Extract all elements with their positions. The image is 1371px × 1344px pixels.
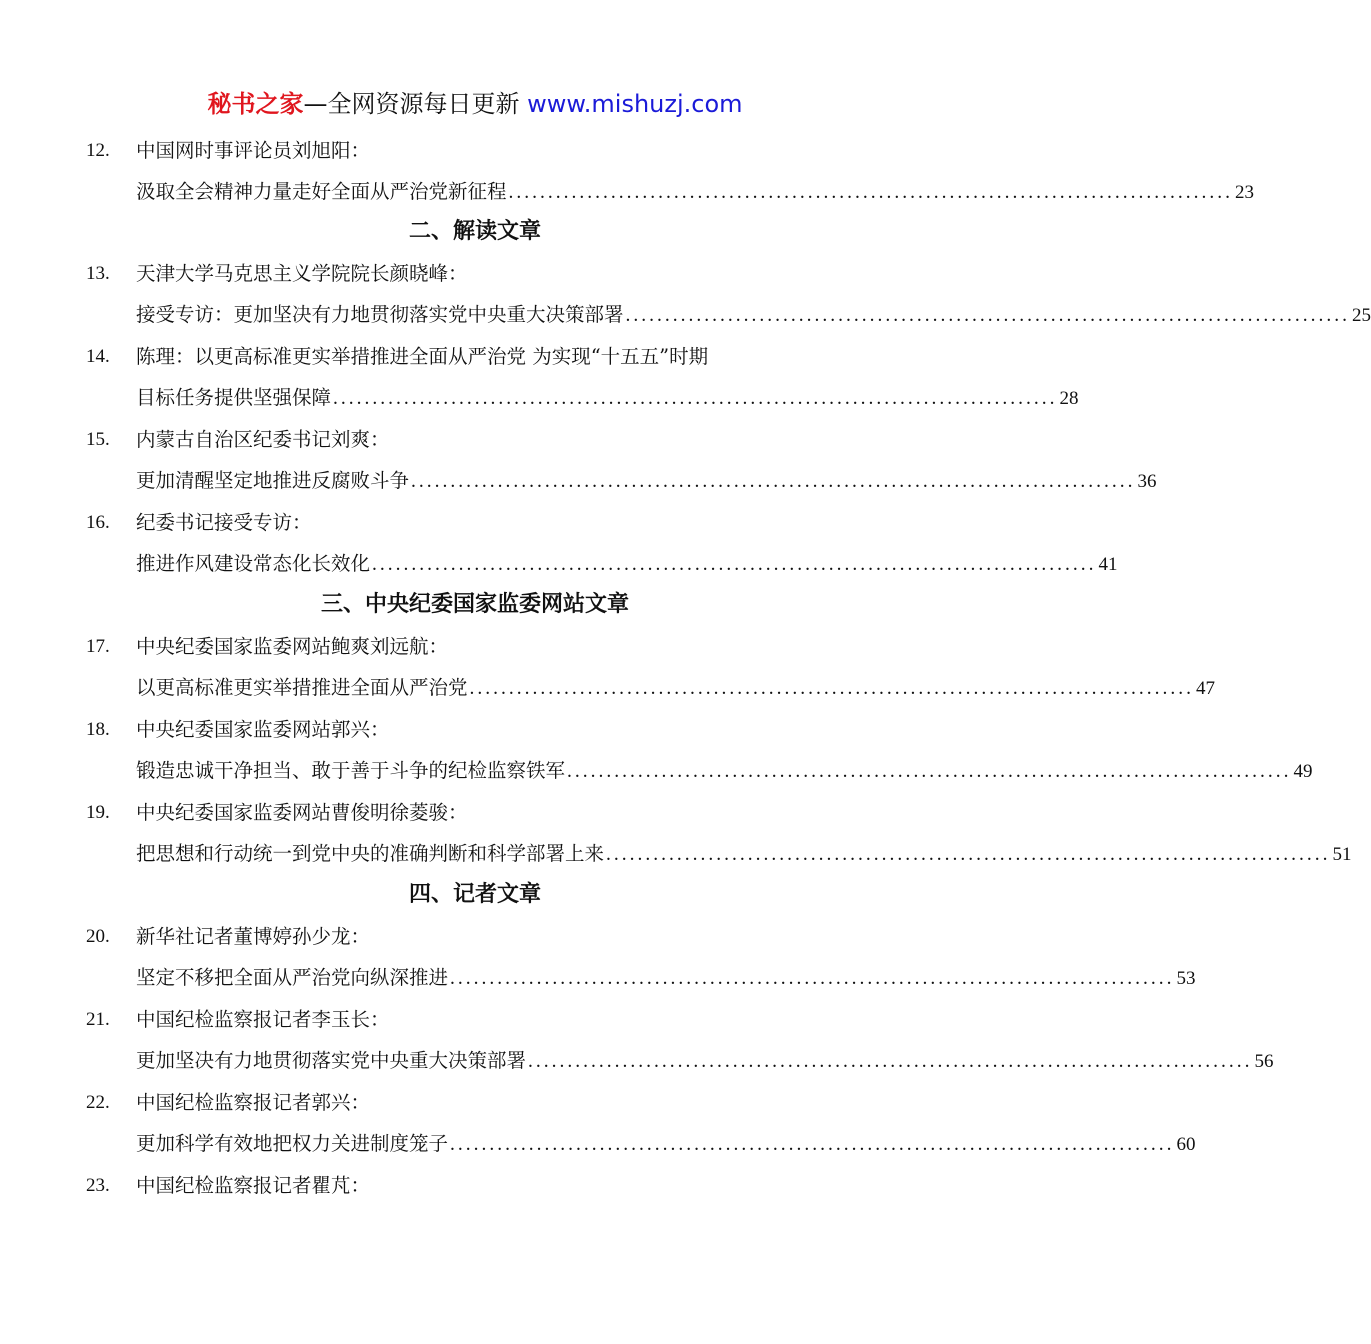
toc-entry-author: 中央纪委国家监委网站郭兴：	[136, 718, 390, 741]
leader-dots: ............................................................................................	[567, 761, 1292, 782]
toc-entry-author: 中国网时事评论员刘旭阳：	[136, 139, 371, 162]
toc-entry-number: 18.	[86, 719, 110, 740]
toc-entry-text: 锻造忠诚干净担当、敢于善于斗争的纪检监察铁军	[136, 759, 566, 782]
header-brand: 秘书之家	[207, 90, 304, 118]
toc-entry-number: 15.	[86, 429, 110, 450]
toc-entry-text: 更加清醒坚定地推进反腐败斗争	[136, 469, 410, 492]
toc-entry-author: 中国纪检监察报记者瞿芃：	[136, 1174, 371, 1197]
toc-entry-text: 接受专访：更加坚决有力地贯彻落实党中央重大决策部署	[136, 303, 624, 326]
toc-entry-author: 中国纪检监察报记者李玉长：	[136, 1008, 390, 1031]
leader-dots: ............................................................................................	[606, 844, 1331, 865]
toc-entry-line[interactable]	[136, 300, 1371, 330]
toc-entry-number: 20.	[86, 926, 110, 947]
toc-page-number: 25	[1352, 305, 1371, 326]
toc-entry-author: 中国纪检监察报记者郭兴：	[136, 1091, 371, 1114]
header-url-link[interactable]: www.mishuzj.com	[527, 90, 743, 118]
toc-entry-title	[0, 259, 950, 289]
toc-entry-author: 天津大学马克思主义学院院长颜晓峰：	[136, 262, 468, 285]
toc-entry-number: 12.	[86, 140, 110, 161]
toc-page-number: 28	[1059, 388, 1079, 409]
toc-entry-title	[0, 136, 950, 166]
toc-page-number: 23	[1235, 182, 1255, 203]
leader-dots: ............................................................................................	[333, 388, 1058, 409]
toc-entry-line[interactable]	[136, 839, 1352, 869]
toc-page-number: 53	[1176, 968, 1196, 989]
toc-entry-text: 更加坚决有力地贯彻落实党中央重大决策部署	[136, 1049, 527, 1072]
toc-entry-author: 新华社记者董博婷孙少龙：	[136, 925, 371, 948]
section-heading-3: 三、中央纪委国家监委网站文章	[320, 592, 629, 617]
toc-entry-title	[0, 632, 950, 662]
toc-page-number: 41	[1098, 554, 1118, 575]
header-tagline: —全网资源每日更新	[303, 90, 528, 118]
leader-dots: ............................................................................................	[450, 1134, 1175, 1155]
toc-entry-line[interactable]	[136, 756, 1313, 786]
toc-entry-author: 中央纪委国家监委网站鲍爽刘远航：	[136, 635, 449, 658]
toc-page-number: 60	[1176, 1134, 1196, 1155]
toc-entry-author: 中央纪委国家监委网站曹俊明徐菱骏：	[136, 801, 468, 824]
toc-entry-number: 17.	[86, 636, 110, 657]
toc-page-number: 56	[1254, 1051, 1274, 1072]
toc-entry-title	[0, 342, 950, 372]
toc-entry-title	[0, 798, 950, 828]
toc-page-number: 47	[1196, 678, 1216, 699]
toc-entry-number: 14.	[86, 346, 110, 367]
toc-entry-author: 纪委书记接受专访：	[136, 511, 312, 534]
toc-entry-line[interactable]	[136, 1046, 1274, 1076]
toc-entry-title	[0, 715, 950, 745]
toc-entry-number: 19.	[86, 802, 110, 823]
toc-entry-number: 23.	[86, 1175, 110, 1196]
toc-entry-text: 坚定不移把全面从严治党向纵深推进	[136, 966, 449, 989]
toc-entry-line[interactable]	[136, 673, 1216, 703]
toc-entry-line[interactable]	[136, 1129, 1196, 1159]
toc-entry-title	[0, 1088, 950, 1118]
toc-entry-line[interactable]	[136, 177, 1255, 207]
leader-dots: ............................................................................................	[411, 471, 1136, 492]
section-heading-4: 四、记者文章	[408, 882, 541, 907]
toc-entry-line[interactable]	[136, 383, 1079, 413]
toc-page-number: 36	[1137, 471, 1157, 492]
toc-entry-number: 22.	[86, 1092, 110, 1113]
leader-dots: ............................................................................................	[625, 305, 1351, 326]
toc-entry-text: 更加科学有效地把权力关进制度笼子	[136, 1132, 449, 1155]
toc-entry-text: 目标任务提供坚强保障	[136, 386, 332, 409]
toc-entry-title	[0, 508, 950, 538]
toc-entry-line[interactable]	[136, 549, 1118, 579]
leader-dots: ............................................................................................	[508, 182, 1234, 203]
toc-entry-author: 内蒙古自治区纪委书记刘爽：	[136, 428, 390, 451]
toc-entry-number: 16.	[86, 512, 110, 533]
toc-entry-text: 推进作风建设常态化长效化	[136, 552, 371, 575]
toc-entry-title	[0, 425, 950, 455]
toc-entry-text: 以更高标准更实举措推进全面从严治党	[136, 676, 468, 699]
leader-dots: ............................................................................................	[450, 968, 1175, 989]
toc-entry-author: 陈理：以更高标准更实举措推进全面从严治党 为实现“十五五”时期	[136, 345, 709, 368]
toc-entry-text: 把思想和行动统一到党中央的准确判断和科学部署上来	[136, 842, 605, 865]
toc-entry-line[interactable]	[136, 466, 1157, 496]
leader-dots: ............................................................................................	[372, 554, 1097, 575]
toc-entry-title	[0, 1005, 950, 1035]
toc-entry-title	[0, 922, 950, 952]
toc-page-number: 51	[1332, 844, 1352, 865]
toc-entry-number: 21.	[86, 1009, 110, 1030]
leader-dots: ............................................................................................	[528, 1051, 1253, 1072]
toc-entry-line[interactable]	[136, 963, 1196, 993]
toc-entry-number: 13.	[86, 263, 110, 284]
toc-page-number: 49	[1293, 761, 1313, 782]
leader-dots: ............................................................................................	[469, 678, 1195, 699]
toc-entry-text: 汲取全会精神力量走好全面从严治党新征程	[136, 180, 507, 203]
section-heading-2: 二、解读文章	[408, 219, 541, 244]
toc-entry-title	[0, 1171, 950, 1201]
site-header	[0, 88, 950, 120]
